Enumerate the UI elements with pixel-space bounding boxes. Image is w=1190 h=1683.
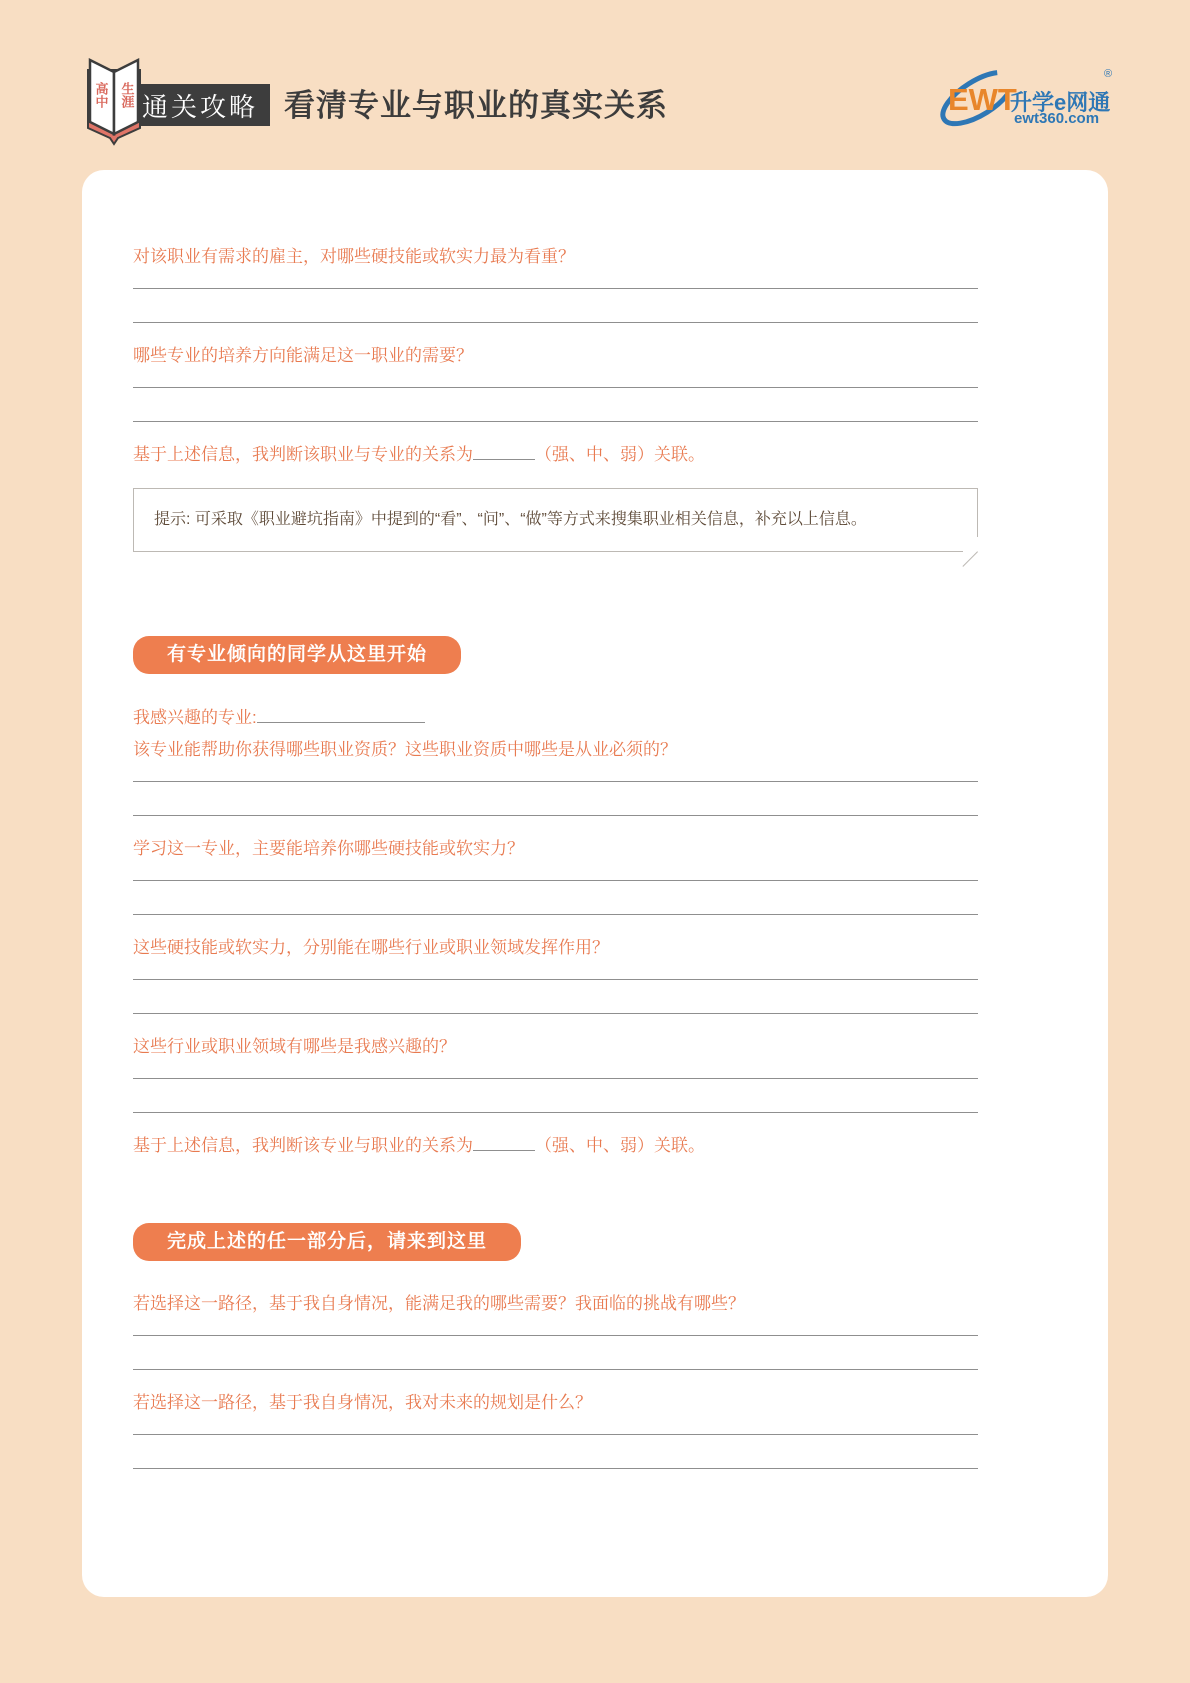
question-majors-meet-career: 哪些专业的培养方向能满足这一职业的需要？ bbox=[133, 346, 473, 365]
page-header bbox=[0, 0, 1190, 170]
tip-box bbox=[133, 488, 978, 552]
answer-line bbox=[133, 387, 978, 388]
blank-line bbox=[473, 1137, 535, 1151]
answer-line bbox=[133, 781, 978, 782]
answer-line bbox=[133, 815, 978, 816]
book-right-label: 生涯 bbox=[119, 82, 135, 108]
relation-text-pre: 基于上述信息，我判断该专业与职业的关系为 bbox=[133, 1136, 473, 1155]
ewt-logo bbox=[942, 66, 1117, 128]
question-major-skills: 学习这一专业，主要能培养你哪些硬技能或软实力？ bbox=[133, 839, 524, 858]
question-major-career-relation bbox=[133, 1135, 978, 1157]
blank-line bbox=[257, 709, 425, 723]
worksheet-card bbox=[82, 170, 1108, 1597]
answer-line bbox=[133, 1468, 978, 1469]
question-employer-skills: 对该职业有需求的雇主，对哪些硬技能或软实力最为看重？ bbox=[133, 247, 575, 266]
question-skills-industries: 这些硬技能或软实力，分别能在哪些行业或职业领域发挥作用？ bbox=[133, 938, 609, 957]
registered-mark-icon: ® bbox=[1104, 68, 1113, 80]
question-major-qualifications: 该专业能帮助你获得哪些职业资质？这些职业资质中哪些是从业必须的？ bbox=[133, 740, 677, 759]
logo-name-text: 升学e网通 bbox=[1010, 90, 1111, 115]
header-badge-label: 通关攻略 bbox=[141, 91, 258, 122]
answer-line bbox=[133, 1369, 978, 1370]
answer-line bbox=[133, 1013, 978, 1014]
answer-line bbox=[133, 880, 978, 881]
folded-corner-icon bbox=[963, 537, 978, 552]
tip-text: 提示: 可采取《职业避坑指南》中提到的“看”、“问”、“做”等方式来搜集职业相关信息，补充以上信息。 bbox=[154, 511, 867, 528]
relation-text-pre: 基于上述信息，我判断该职业与专业的关系为 bbox=[133, 445, 473, 464]
question-path-needs-challenges: 若选择这一路径，基于我自身情况，能满足我的哪些需要？我面临的挑战有哪些？ bbox=[133, 1294, 745, 1313]
relation-text-post: （强、中、弱）关联。 bbox=[535, 445, 705, 464]
worksheet-content bbox=[133, 246, 978, 1469]
question-career-major-relation bbox=[133, 444, 978, 466]
section-badge-after-completion: 完成上述的任一部分后，请来到这里 bbox=[133, 1223, 521, 1261]
interested-major-label: 我感兴趣的专业: bbox=[133, 708, 257, 727]
answer-line bbox=[133, 421, 978, 422]
answer-line bbox=[133, 1434, 978, 1435]
answer-line bbox=[133, 1078, 978, 1079]
blank-line bbox=[473, 446, 535, 460]
relation-text-post: （强、中、弱）关联。 bbox=[535, 1136, 705, 1155]
page-title: 看清专业与职业的真实关系 bbox=[284, 88, 668, 123]
answer-line bbox=[133, 914, 978, 915]
open-book-icon bbox=[80, 54, 148, 146]
answer-line bbox=[133, 979, 978, 980]
section-badge-major-start: 有专业倾向的同学从这里开始 bbox=[133, 636, 461, 674]
answer-line bbox=[133, 288, 978, 289]
interested-major-line bbox=[133, 707, 978, 729]
question-path-future-plan: 若选择这一路径，基于我自身情况，我对未来的规划是什么？ bbox=[133, 1393, 592, 1412]
question-industries-interest: 这些行业或职业领域有哪些是我感兴趣的？ bbox=[133, 1037, 456, 1056]
book-left-label: 高中 bbox=[93, 82, 109, 108]
answer-line bbox=[133, 1112, 978, 1113]
answer-line bbox=[133, 1335, 978, 1336]
logo-ewt-text: EWT bbox=[948, 82, 1017, 117]
answer-line bbox=[133, 322, 978, 323]
logo-domain-text: ewt360.com bbox=[1014, 110, 1100, 127]
